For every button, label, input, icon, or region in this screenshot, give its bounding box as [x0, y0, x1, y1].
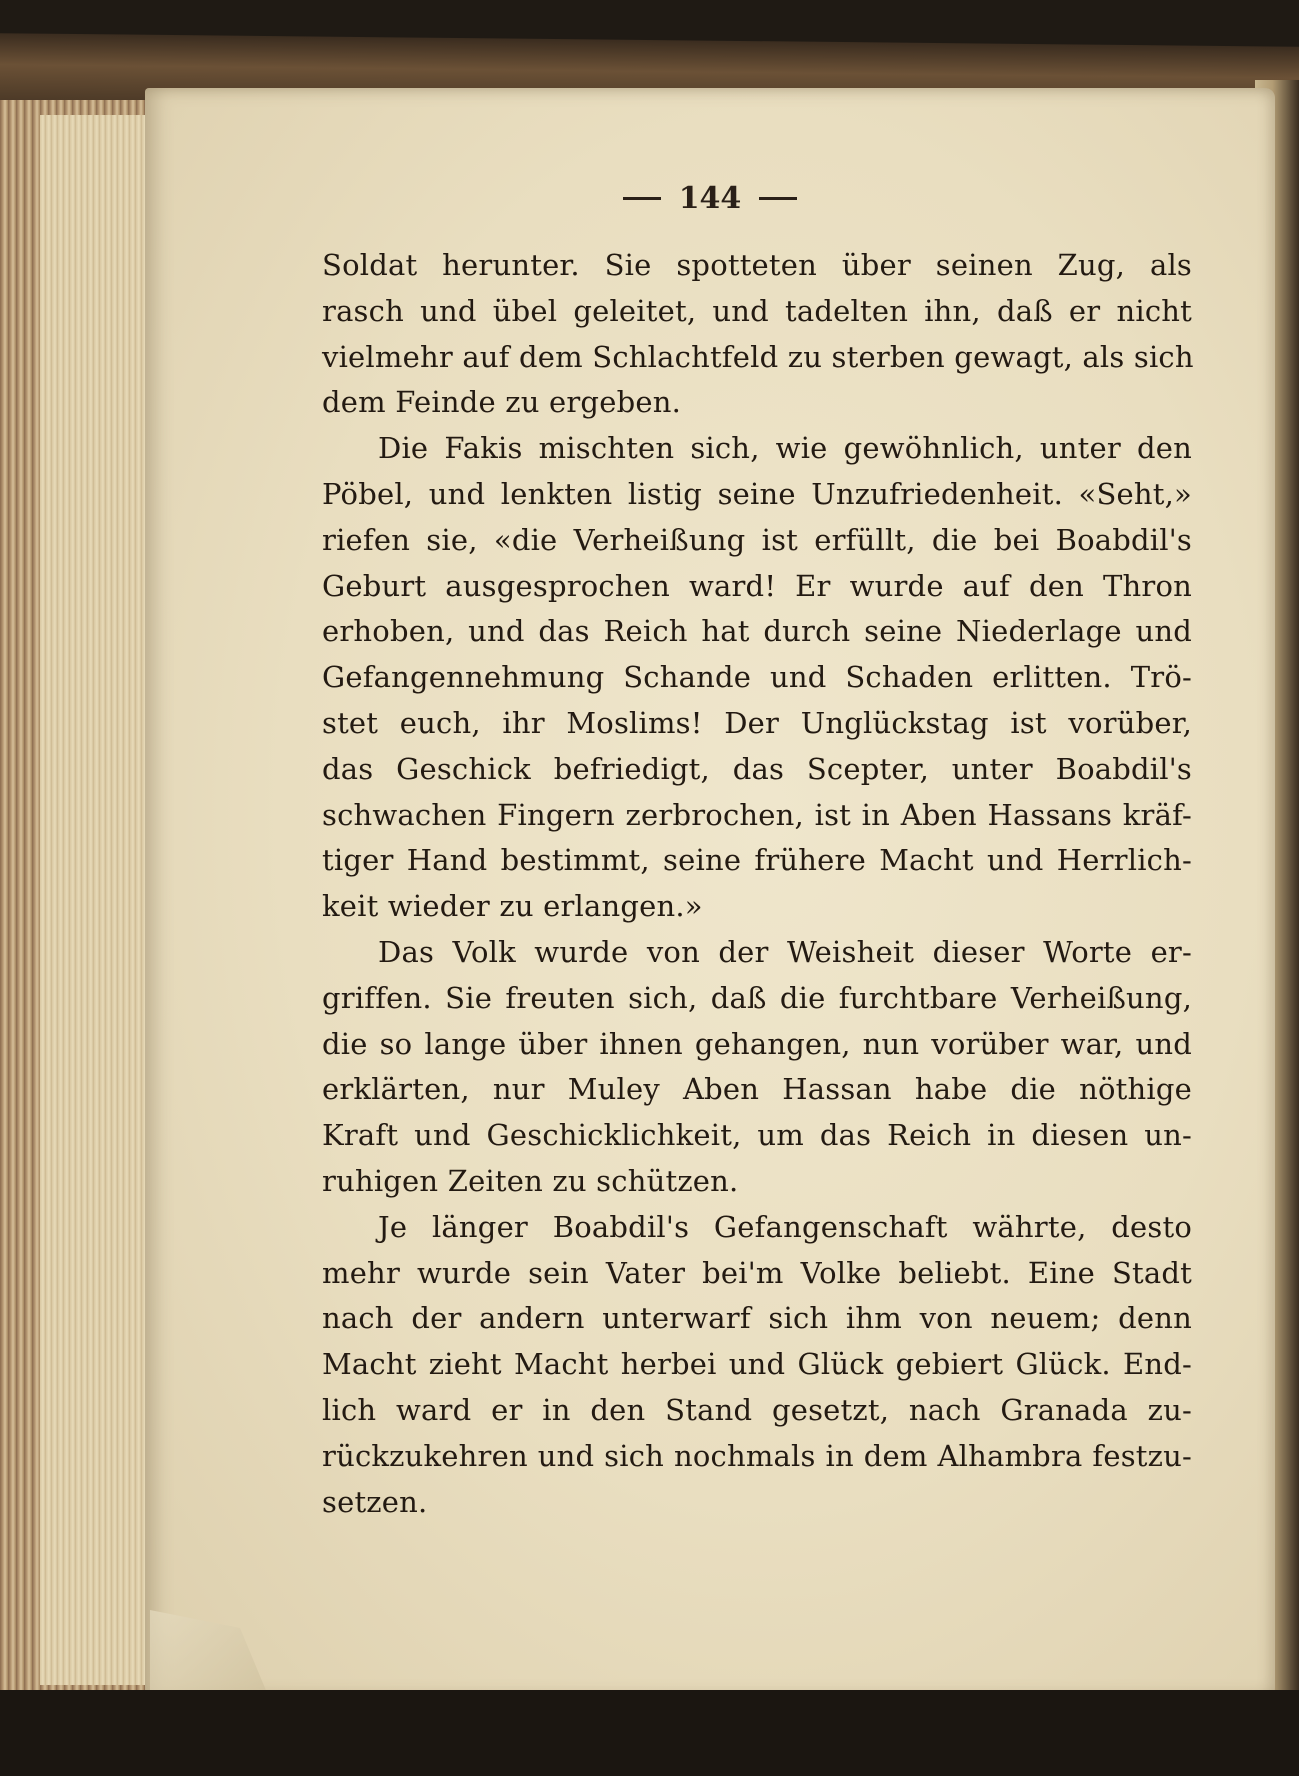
paragraph [322, 243, 1192, 426]
text-line: stet euch, ihr Moslims! Der Unglückstag ist vorüber, [322, 705, 1192, 740]
text-line: Pöbel, und lenkten listig seine Unzufriedenheit. «Seht,» [322, 476, 1192, 511]
text-line: setzen. [322, 1484, 428, 1519]
page-body-text [322, 243, 1192, 1525]
text-line: Gefangennehmung Schande und Schaden erlitten. Trö- [322, 660, 1192, 695]
text-line: Macht zieht Macht herbei und Glück gebiert Glück. End- [322, 1347, 1192, 1382]
text-line: die so lange über ihnen gehangen, nun vorüber war, und [322, 1026, 1192, 1061]
page-number: 144 [678, 180, 742, 216]
bottom-shadow [0, 1690, 1299, 1776]
text-line: schwachen Fingern zerbrochen, ist in Aben Hassans kräf- [322, 797, 1192, 832]
text-line: nach der andern unterwarf sich ihm von neuem; denn [322, 1301, 1192, 1336]
page-edges-inner [40, 115, 150, 1685]
text-line: dem Feinde zu ergeben. [322, 385, 681, 420]
header-dash-right [759, 197, 797, 200]
text-line: Die Fakis mischten sich, wie gewöhnlich, unter den [378, 431, 1192, 466]
text-line: vielmehr auf dem Schlachtfeld zu sterben gewagt, als sich [322, 339, 1194, 374]
text-line: keit wieder zu erlangen.» [322, 889, 703, 924]
paragraph [322, 426, 1192, 930]
text-line: mehr wurde sein Vater bei'm Volke beliebt. Eine Stadt [322, 1255, 1192, 1290]
text-line: griffen. Sie freuten sich, daß die furchtbare Verheißung, [322, 980, 1192, 1015]
text-line: erklärten, nur Muley Aben Hassan habe die nöthige [322, 1072, 1192, 1107]
text-line: Soldat herunter. Sie spotteten über seinen Zug, als [322, 248, 1192, 282]
text-line: tiger Hand bestimmt, seine frühere Macht und Herrlich- [322, 843, 1192, 878]
paragraph [322, 930, 1192, 1205]
text-line: das Geschick befriedigt, das Scepter, unter Boabdil's [322, 751, 1192, 786]
text-line: lich ward er in den Stand gesetzt, nach Granada zu- [322, 1392, 1192, 1427]
header-dash-left [623, 197, 661, 200]
page-header [560, 168, 860, 228]
text-line: ruhigen Zeiten zu schützen. [322, 1163, 739, 1198]
paragraph [322, 1205, 1192, 1526]
text-line: Kraft und Geschicklichkeit, um das Reich in diesen un- [322, 1118, 1192, 1153]
text-line: Das Volk wurde von der Weisheit dieser Worte er- [378, 934, 1192, 969]
text-line: rückzukehren und sich nochmals in dem Alhambra festzu- [322, 1438, 1192, 1473]
text-line: Je länger Boabdil's Gefangenschaft währte, desto [378, 1209, 1192, 1244]
text-line: riefen sie, «die Verheißung ist erfüllt, die bei Boabdil's [322, 522, 1192, 557]
text-line: erhoben, und das Reich hat durch seine Niederlage und [322, 614, 1192, 649]
text-line: rasch und übel geleitet, und tadelten ihn, daß er nicht [322, 293, 1192, 328]
text-line: Geburt ausgesprochen ward! Er wurde auf den Thron [322, 568, 1192, 603]
